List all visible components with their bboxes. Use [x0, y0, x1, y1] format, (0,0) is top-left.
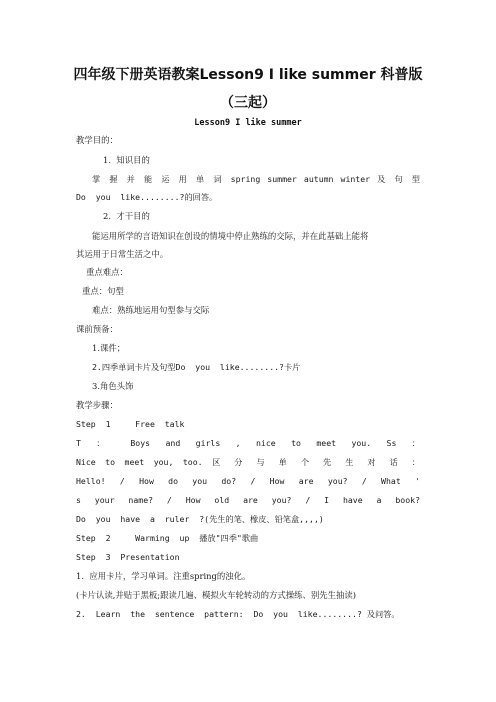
body-text: Do you like........?的回答。	[76, 192, 218, 202]
section-heading: 重点难点：	[86, 267, 128, 277]
list-item: 1.课件；	[92, 343, 126, 353]
list-item: 3.角色头饰	[92, 381, 134, 391]
body-text: 1. 应用卡片，学习单词。注重spring的浊化。	[76, 571, 251, 581]
dialogue-line: Do you have a ruler ?(先生的笔、橡皮、铅笔盒,,,,)	[76, 514, 324, 524]
list-item: 2.四季单词卡片及句型Do you like........?卡片	[92, 362, 301, 372]
body-text: 难点：熟练地运用句型参与交际	[92, 305, 210, 315]
step-heading: Step 2 Warming up 播放"四季"歌曲	[76, 533, 259, 543]
body-text: (卡片认读,并贴于黑板;跟读几遍、模拟火车轮转动的方式操练、别先生抽读)	[76, 590, 357, 600]
doc-title-line2: （三起）	[220, 95, 276, 111]
objective-item: 2. 才干目的	[103, 211, 150, 221]
step-heading: Step 1 Free talk	[76, 419, 185, 429]
dialogue-line: Hello! / How do you do? / How are you? / What '	[76, 476, 420, 486]
section-heading: 教学目的：	[76, 135, 118, 145]
body-text: 能运用所学的言语知识在创设的情境中停止熟练的交际，并在此基础上能将	[92, 231, 369, 241]
body-text: 掌 握 并 能 运 用 单 词 spring summer autumn winter 及 句 型	[92, 174, 420, 184]
body-text: 其运用于日常生活之中。	[76, 249, 169, 259]
dialogue-line: s your name? / How old are you? / I have a book?	[76, 495, 420, 505]
doc-title: 四年级下册英语教案Lesson9 I like summer 科普版	[73, 67, 423, 83]
body-text: 2. Learn the sentence pattern: Do you like........? 及问答。	[76, 609, 400, 619]
step-heading: Step 3 Presentation	[76, 552, 180, 562]
section-heading: 课前预备：	[76, 324, 118, 334]
dialogue-line: T ： Boys and girls , nice to meet you. Ss ：	[76, 438, 420, 448]
body-text: 重点：句型	[82, 286, 124, 296]
section-heading: 教学步骤：	[76, 400, 118, 410]
lesson-subtitle: Lesson9 I like summer	[194, 118, 302, 128]
dialogue-line: Nice to meet you, too. 区 分 与 单 个 先 生 对 话 ：	[76, 457, 420, 467]
objective-item: 1. 知识目的	[103, 155, 150, 165]
